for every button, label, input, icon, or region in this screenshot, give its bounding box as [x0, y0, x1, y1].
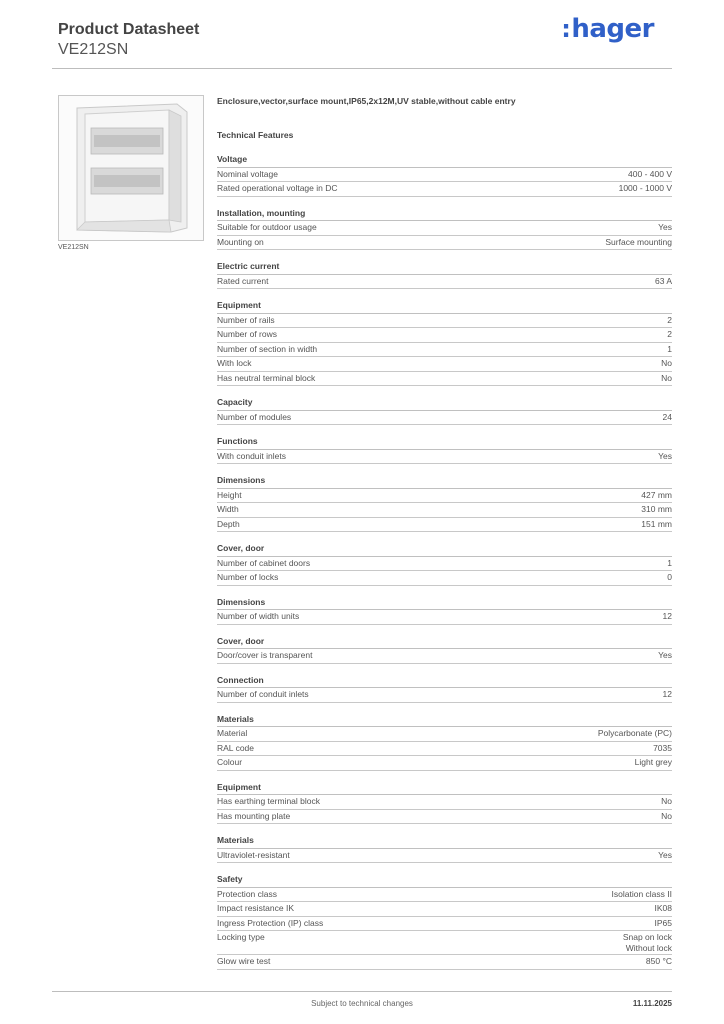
spec-value: 1000 - 1000 V	[618, 183, 672, 193]
feature-group	[217, 714, 672, 771]
product-code: VE212SN	[58, 41, 129, 58]
spec-row	[217, 571, 672, 586]
spec-label: Suitable for outdoor usage	[217, 222, 317, 232]
spec-row	[217, 810, 672, 825]
product-image	[58, 95, 204, 241]
group-title: Installation, mounting	[217, 208, 672, 222]
hager-logo: :hager	[561, 14, 654, 44]
spec-row	[217, 902, 672, 917]
technical-features-heading: Technical Features	[217, 130, 294, 140]
spec-row	[217, 343, 672, 358]
spec-label: Number of width units	[217, 611, 300, 621]
feature-group	[217, 154, 672, 197]
image-caption: VE212SN	[58, 244, 89, 251]
spec-value: No	[661, 358, 672, 368]
spec-label: Depth	[217, 518, 240, 529]
spec-value: 2	[667, 314, 672, 325]
spec-label: Material	[217, 728, 248, 738]
spec-row	[217, 328, 672, 343]
spec-row	[217, 688, 672, 703]
group-title: Equipment	[217, 300, 672, 314]
spec-value: Snap on lock Without lock	[622, 932, 672, 953]
feature-group	[217, 636, 672, 664]
spec-value: No	[661, 810, 672, 821]
spec-value: Yes	[658, 849, 672, 860]
group-title: Materials	[217, 714, 672, 728]
feature-group	[217, 397, 672, 425]
spec-label: Rated operational voltage in DC	[217, 183, 338, 193]
spec-row	[217, 275, 672, 290]
spec-value: 24	[662, 411, 672, 422]
spec-value: No	[661, 372, 672, 383]
group-title: Dimensions	[217, 597, 672, 611]
spec-row	[217, 931, 672, 955]
spec-row	[217, 372, 672, 387]
spec-label: Locking type	[217, 932, 265, 942]
spec-value: 12	[662, 611, 672, 621]
spec-label: Ultraviolet-resistant	[217, 849, 290, 860]
spec-row	[217, 221, 672, 236]
spec-label: Mounting on	[217, 236, 264, 247]
group-title: Connection	[217, 675, 672, 689]
spec-row	[217, 357, 672, 372]
spec-value: 63 A	[654, 275, 672, 286]
spec-label: Ingress Protection (IP) class	[217, 917, 324, 928]
spec-row	[217, 955, 672, 970]
feature-group	[217, 300, 672, 386]
group-title: Materials	[217, 835, 672, 849]
footer-date: 11.11.2025	[632, 999, 672, 1008]
feature-group	[217, 261, 672, 289]
group-title: Voltage	[217, 154, 672, 168]
spec-value: Yes	[658, 650, 672, 660]
spec-value: 1	[667, 343, 672, 354]
spec-value: Polycarbonate (PC)	[597, 728, 672, 738]
spec-value: Surface mounting	[605, 236, 672, 247]
spec-label: With conduit inlets	[217, 450, 286, 461]
group-title: Cover, door	[217, 636, 672, 650]
spec-row	[217, 450, 672, 465]
spec-value: 850 °C	[645, 956, 672, 966]
spec-label: Number of locks	[217, 572, 279, 582]
feature-group	[217, 782, 672, 825]
spec-label: With lock	[217, 358, 252, 368]
spec-label: Has mounting plate	[217, 810, 291, 821]
spec-value: 0	[667, 572, 672, 582]
spec-value: Isolation class II	[611, 888, 672, 899]
spec-label: Rated current	[217, 275, 269, 286]
spec-value: No	[661, 796, 672, 806]
spec-row	[217, 888, 672, 903]
spec-row	[217, 489, 672, 504]
feature-group	[217, 475, 672, 532]
spec-label: Nominal voltage	[217, 168, 278, 179]
spec-row	[217, 756, 672, 771]
spec-value: 12	[662, 689, 672, 699]
logo-text: hager	[571, 14, 654, 44]
header-divider	[52, 68, 672, 69]
group-title: Capacity	[217, 397, 672, 411]
spec-value: 2	[667, 329, 672, 339]
spec-row	[217, 917, 672, 932]
feature-group	[217, 597, 672, 625]
spec-label: Colour	[217, 757, 243, 767]
spec-label: Number of rails	[217, 314, 275, 325]
group-title: Safety	[217, 874, 672, 888]
spec-value: 400 - 400 V	[628, 168, 672, 179]
spec-row	[217, 557, 672, 572]
spec-label: Protection class	[217, 888, 277, 899]
spec-row	[217, 314, 672, 329]
spec-value: 7035	[653, 742, 672, 753]
spec-value: 427 mm	[641, 489, 672, 500]
spec-value: 1	[667, 557, 672, 568]
feature-group	[217, 675, 672, 703]
footer-note: Subject to technical changes	[311, 999, 413, 1008]
enclosure-illustration	[59, 96, 203, 240]
spec-label: Number of cabinet doors	[217, 557, 311, 568]
spec-label: Glow wire test	[217, 956, 271, 966]
spec-row	[217, 795, 672, 810]
group-title: Electric current	[217, 261, 672, 275]
spec-label: Height	[217, 489, 242, 500]
feature-group	[217, 543, 672, 586]
group-title: Equipment	[217, 782, 672, 796]
datasheet-content	[217, 96, 672, 970]
feature-groups	[217, 154, 672, 970]
group-title: Cover, door	[217, 543, 672, 557]
feature-group	[217, 835, 672, 863]
page-title: Product Datasheet	[58, 21, 200, 38]
spec-row	[217, 411, 672, 426]
spec-label: RAL code	[217, 742, 255, 753]
product-description: Enclosure,vector,surface mount,IP65,2x12M,UV stable,without cable entry	[217, 96, 516, 106]
spec-label: Has earthing terminal block	[217, 796, 320, 806]
spec-value: Yes	[658, 222, 672, 232]
spec-row	[217, 849, 672, 864]
spec-row	[217, 168, 672, 183]
spec-value: 310 mm	[641, 504, 672, 514]
spec-row	[217, 742, 672, 757]
spec-value: Yes	[658, 450, 672, 461]
footer-divider	[52, 991, 672, 992]
spec-label: Width	[217, 504, 239, 514]
spec-row	[217, 518, 672, 533]
spec-value: 151 mm	[641, 518, 672, 529]
spec-row	[217, 727, 672, 742]
spec-label: Has neutral terminal block	[217, 372, 316, 383]
group-title: Dimensions	[217, 475, 672, 489]
spec-label: Number of conduit inlets	[217, 689, 309, 699]
spec-row	[217, 182, 672, 197]
group-title: Functions	[217, 436, 672, 450]
spec-label: Number of section in width	[217, 343, 318, 354]
spec-label: Impact resistance IK	[217, 903, 295, 913]
spec-row	[217, 649, 672, 664]
header	[58, 20, 199, 60]
spec-label: Door/cover is transparent	[217, 650, 313, 660]
spec-row	[217, 503, 672, 518]
spec-row	[217, 610, 672, 625]
spec-value: IP65	[654, 917, 672, 928]
spec-label: Number of rows	[217, 329, 277, 339]
feature-group	[217, 874, 672, 970]
spec-value: IK08	[654, 903, 672, 913]
spec-value: Light grey	[634, 757, 672, 767]
feature-group	[217, 208, 672, 251]
spec-row	[217, 236, 672, 251]
spec-label: Number of modules	[217, 411, 292, 422]
feature-group	[217, 436, 672, 464]
